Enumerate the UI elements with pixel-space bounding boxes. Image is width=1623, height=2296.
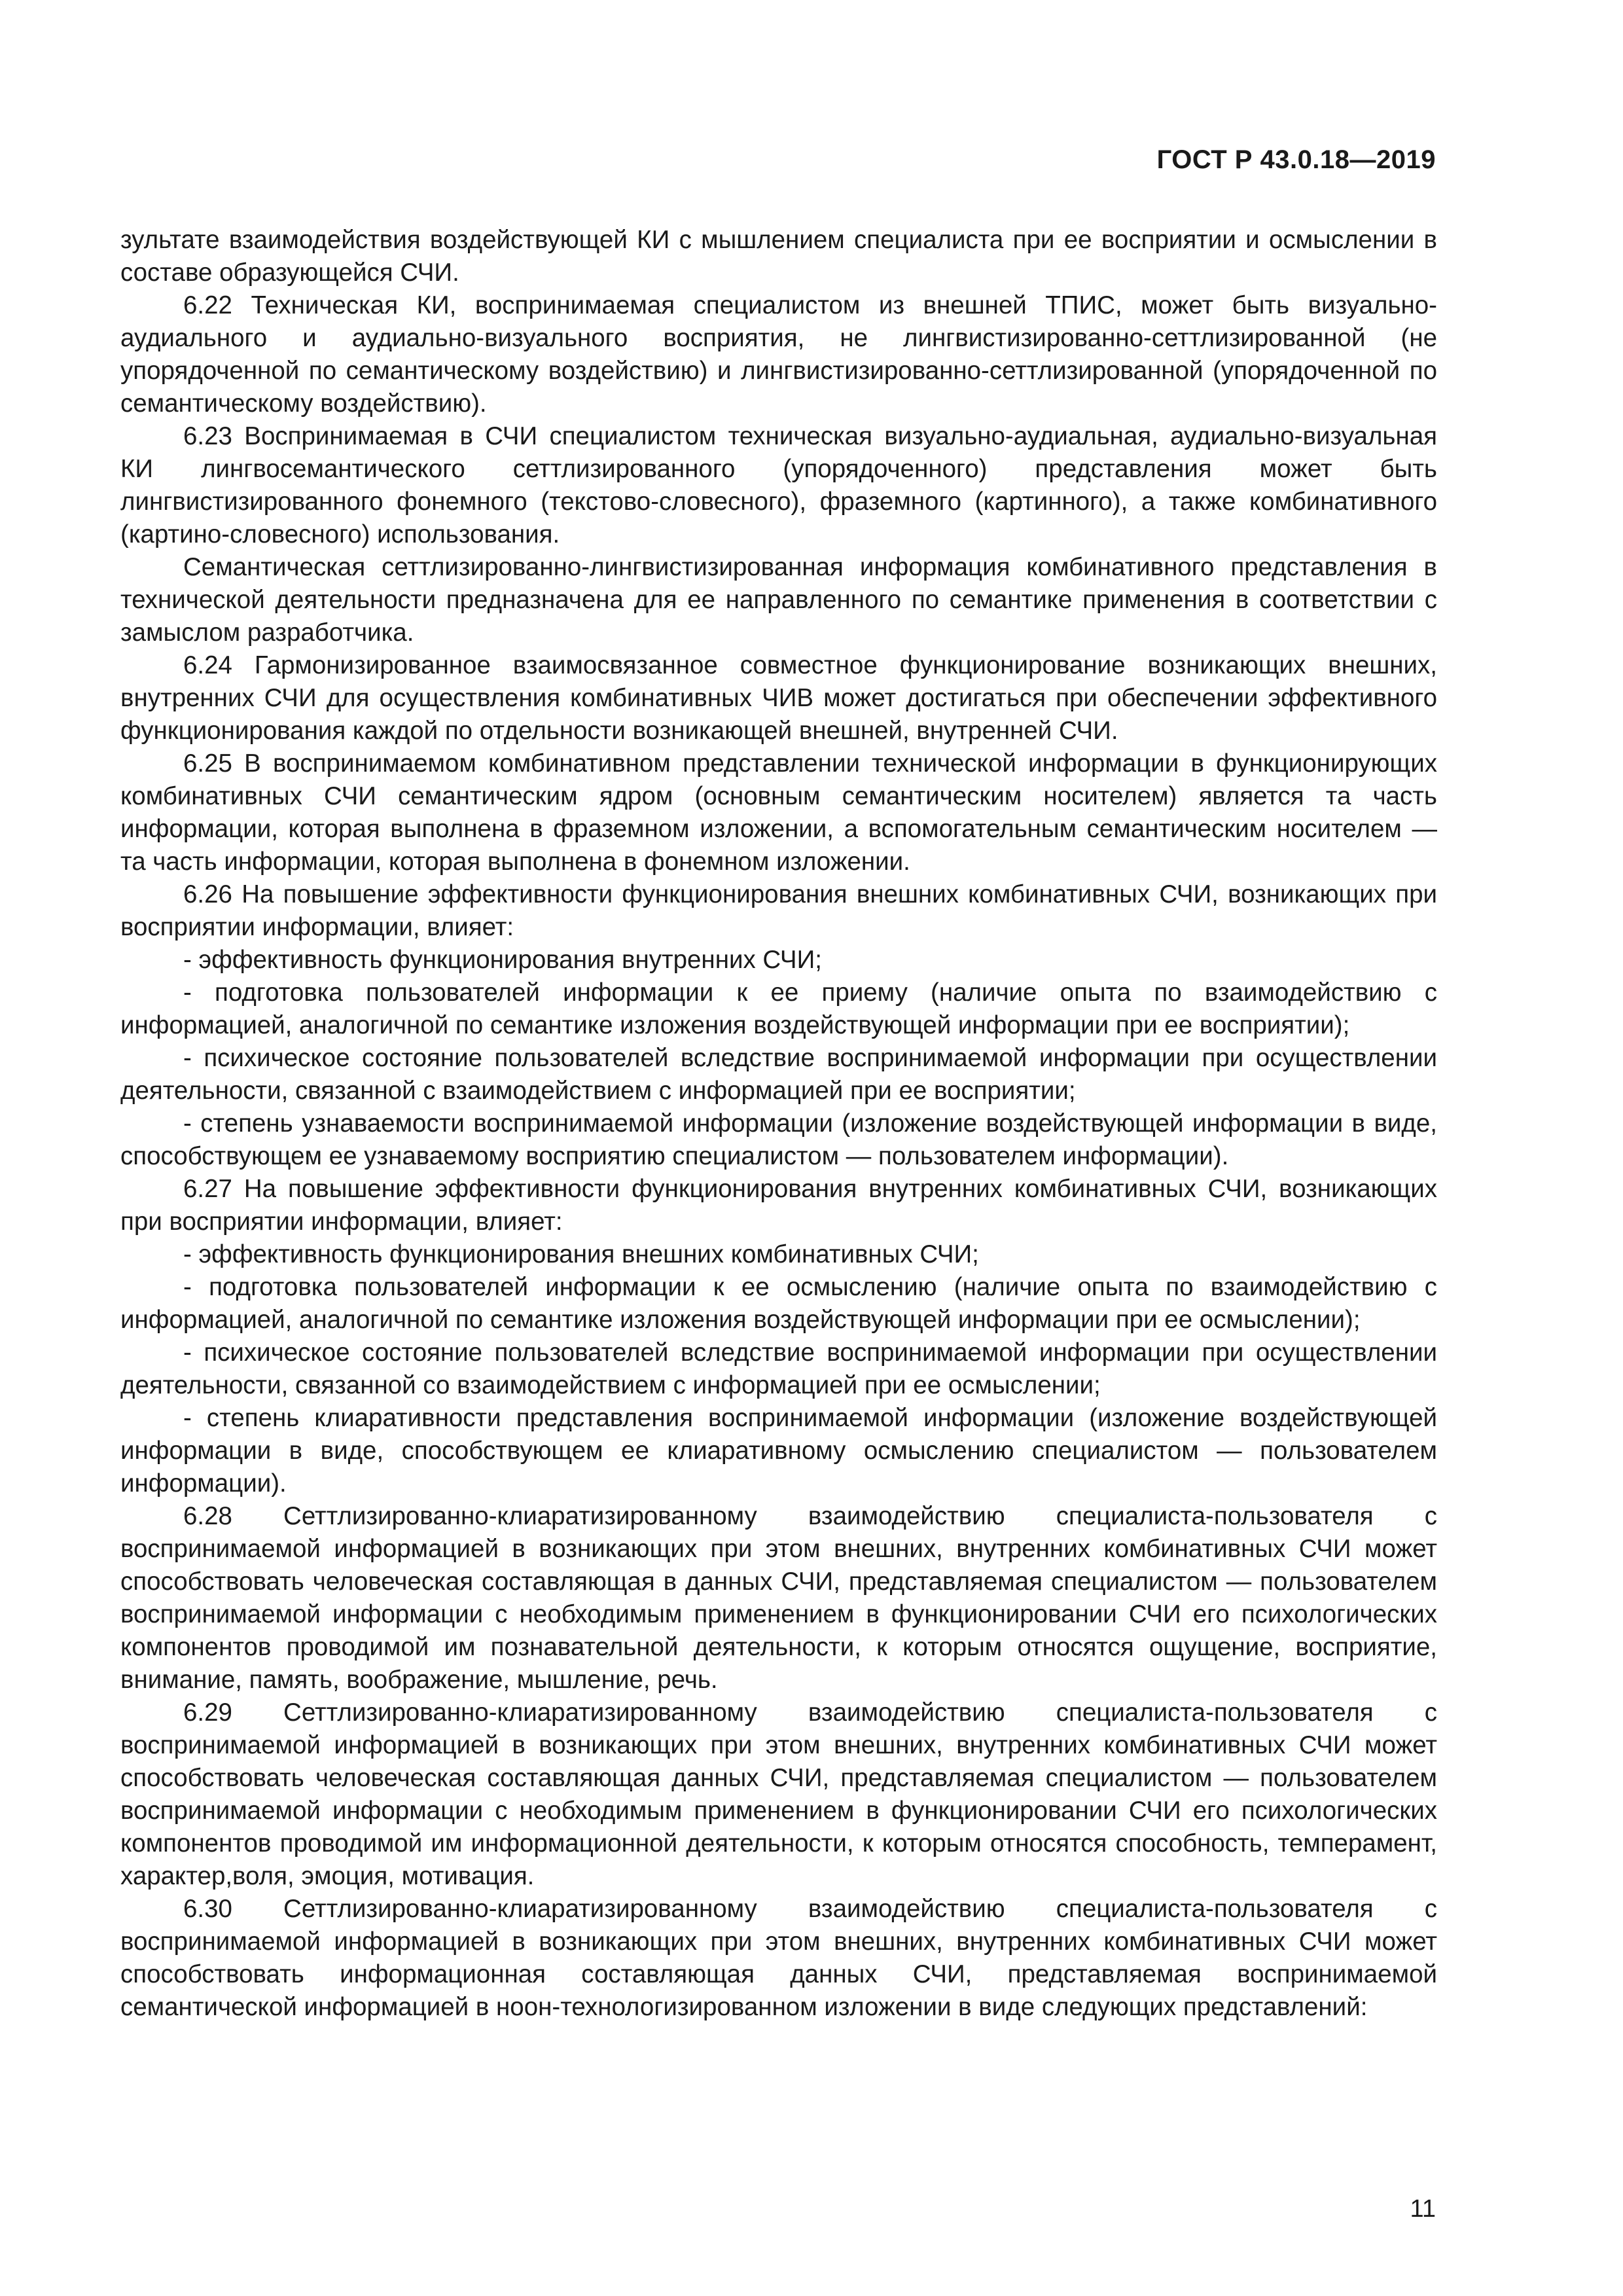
list-item: - психическое состояние пользователей вследствие воспринимаемой информации при осуществлении деятельности, связанной со взаимодействием с информацией при ее осмыслении; (120, 1338, 1437, 1399)
list-item: - степень узнаваемости воспринимаемой информации (изложение воздействующей информации в виде, способствующем ее узнаваемому восприятию специалистом — пользователем информации). (120, 1109, 1437, 1170)
paragraph-6-27: 6.27 На повышение эффективности функционирования внутренних комбинативных СЧИ, возникающих при восприятии информации, влияет: (120, 1175, 1437, 1236)
paragraph-6-29: 6.29 Сеттлизированно-клиаратизированному взаимодействию специалиста-пользователя с воспринимаемой информацией в возникающих при этом внешних, внутренних комбинативных СЧИ может способствовать человеческая составляющая данных СЧИ, представляемая специалистом — пользователем воспринимаемой информации с необходимым применением в функционировании СЧИ его психологических компонентов проводимой им информационной деятельности, к которым относятся способность, темперамент, характер,воля, эмоция, мотивация. (120, 1698, 1437, 1890)
paragraph-6-22: 6.22 Техническая КИ, воспринимаемая специалистом из внешней ТПИС, может быть визуально-аудиального и аудиально-визуального восприятия, не лингвистизированно-сеттлизированной (не упорядоченной по семантическому воздействию) и лингвистизированно-сеттлизированной (упорядоченной по семантическому воздействию). (120, 291, 1437, 418)
paragraph: Семантическая сеттлизированно-лингвистизированная информация комбинативного представления в технической деятельности предназначена для ее направленного по семантике применения в соответствии с замыслом разработчика. (120, 553, 1437, 647)
list-item: - психическое состояние пользователей вследствие воспринимаемой информации при осуществлении деятельности, связанной с взаимодействием с информацией при ее восприятии; (120, 1044, 1437, 1105)
paragraph-6-25: 6.25 В воспринимаемом комбинативном представлении технической информации в функционирующих комбинативных СЧИ семантическим ядром (основным семантическим носителем) является та часть информации, которая выполнена в фраземном изложении, а вспомогательным семантическим носителем — та часть информации, которая выполнена в фонемном изложении. (120, 749, 1437, 876)
paragraph-6-30: 6.30 Сеттлизированно-клиаратизированному взаимодействию специалиста-пользователя с воспринимаемой информацией в возникающих при этом внешних, внутренних комбинативных СЧИ может способствовать информационная составляющая данных СЧИ, представляемая воспринимаемой семантической информацией в ноон-технологизированном изложении в виде следующих представлений: (120, 1895, 1437, 2021)
list-item: - степень клиаративности представления воспринимаемой информации (изложение воздействующей информации в виде, способствующем ее клиаративному осмыслению специалистом — пользователем информации). (120, 1404, 1437, 1498)
paragraph-6-26: 6.26 На повышение эффективности функционирования внешних комбинативных СЧИ, возникающих при восприятии информации, влияет: (120, 880, 1437, 941)
paragraph-6-28: 6.28 Сеттлизированно-клиаратизированному взаимодействию специалиста-пользователя с воспринимаемой информацией в возникающих при этом внешних, внутренних комбинативных СЧИ может способствовать человеческая составляющая в данных СЧИ, представляемая специалистом — пользователем воспринимаемой информации с необходимым применением в функционировании СЧИ его психологических компонентов проводимой им познавательной деятельности, к которым относятся ощущение, восприятие, внимание, память, воображение, мышление, речь. (120, 1502, 1437, 1694)
document-code: ГОСТ Р 43.0.18—2019 (1156, 145, 1436, 174)
page-number: 11 (1410, 2195, 1436, 2223)
paragraph-6-23: 6.23 Воспринимаемая в СЧИ специалистом техническая визуально-аудиальная, аудиально-визуальная КИ лингвосемантического сеттлизированного (упорядоченного) представления может быть лингвистизированного фонемного (текстово-словесного), фраземного (картинного), а также комбинативного (картино-словесного) использования. (120, 422, 1437, 548)
list-item: - эффективность функционирования внешних комбинативных СЧИ; (183, 1240, 979, 1268)
document-body (120, 224, 1437, 2024)
list-item: - эффективность функционирования внутренних СЧИ; (183, 946, 822, 974)
paragraph-6-24: 6.24 Гармонизированное взаимосвязанное совместное функционирование возникающих внешних, внутренних СЧИ для осуществления комбинативных ЧИВ может достигаться при обеспечении эффективного функционирования каждой по отдельности возникающей внешней, внутренней СЧИ. (120, 651, 1437, 745)
list-item: - подготовка пользователей информации к ее осмыслению (наличие опыта по взаимодействию с информацией, аналогичной по семантике изложения воздействующей информации при ее осмыслении); (120, 1273, 1437, 1334)
list-item: - подготовка пользователей информации к ее приему (наличие опыта по взаимодействию с информацией, аналогичной по семантике изложения воздействующей информации при ее восприятии); (120, 978, 1437, 1039)
paragraph: зультате взаимодействия воздействующей КИ с мышлением специалиста при ее восприятии и осмыслении в составе образующейся СЧИ. (120, 226, 1437, 287)
